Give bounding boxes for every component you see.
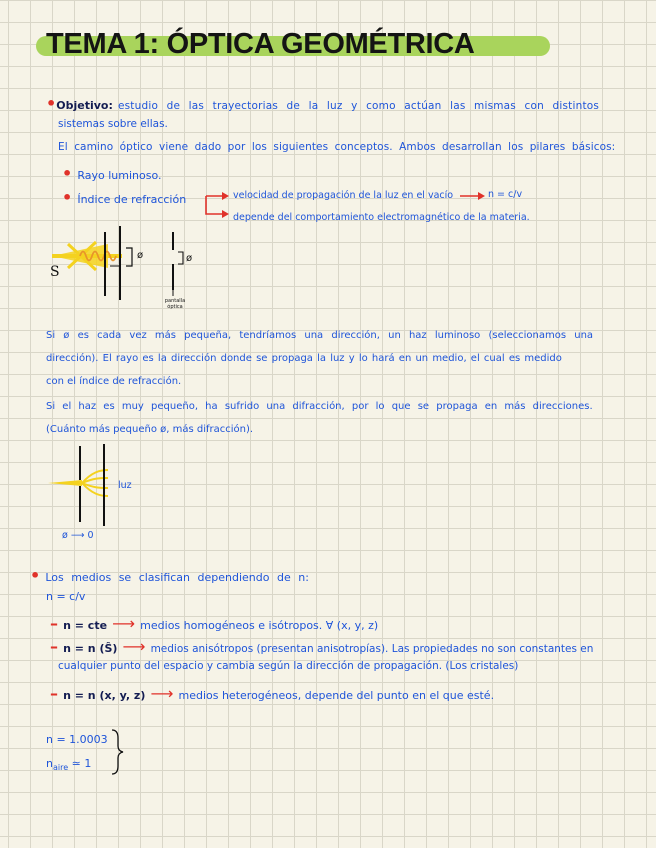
paragraph-2-line-1: Si el haz es muy pequeño, ha sufrido una difracción, por lo que se propaga en más direcciones. [46, 401, 593, 412]
value-n: n = 1.0003 [46, 733, 108, 746]
diagram-diffraction [48, 442, 148, 542]
medio-item-3: – n = n (x, y, z) ⟶ medios heterogéneos, depende del punto en el que esté. [50, 684, 495, 703]
concept-indice-label: Índice de refracción [77, 193, 187, 206]
screen-caption: pantalla óptica [164, 298, 186, 310]
medio-item-1: – n = cte ⟶ medios homogéneos e isótropos. ∀ (x, y, z) [50, 614, 379, 633]
medio-item-2-formula: n = n (Ŝ) [63, 642, 118, 655]
paragraph-2-line-2: (Cuánto más pequeño ø, más difracción). [46, 424, 254, 435]
value-n-aire-symbol: n [46, 757, 53, 770]
branch-2-text: depende del comportamiento electromagnético de la materia. [233, 212, 530, 223]
bullet-icon: • [46, 94, 57, 113]
medio-item-3-text: medios heterogéneos, depende del punto en el que esté. [178, 689, 495, 702]
medio-item-1-text: medios homogéneos e isótropos. ∀ (x, y, z) [140, 619, 379, 632]
branch-1-text: velocidad de propagación de la luz en el vacío [233, 190, 454, 201]
paragraph-1-line-2: dirección). El rayo es la dirección donde se propaga la luz y lo hará en un medio, el cual es medido [46, 353, 562, 364]
bullet-icon: • [62, 188, 73, 207]
values-brace [110, 728, 130, 778]
medios-intro [30, 566, 309, 585]
source-label: S [50, 264, 60, 280]
medio-item-1-formula: n = cte [63, 619, 108, 632]
luz-label: luz [118, 480, 132, 491]
phi-label-2: ø [186, 253, 193, 264]
concept-rayo-label: Rayo luminoso. [77, 169, 162, 182]
objetivo-text-1: estudio de las trayectorias de la luz y como actúan las mismas con distintos [117, 100, 600, 112]
objetivo-text-2: sistemas sobre ellas. [58, 118, 168, 130]
value-n-aire [46, 757, 91, 772]
medio-item-3-formula: n = n (x, y, z) [63, 689, 146, 702]
arrow-icon: ⟶ [122, 637, 146, 656]
page-title: TEMA 1: ÓPTICA GEOMÉTRICA [46, 28, 475, 60]
medios-intro-text: Los medios se clasifican dependiendo de n: [45, 571, 309, 584]
bullet-icon: • [30, 566, 41, 585]
paragraph-1-line-1: Si ø es cada vez más pequeña, tendríamos una dirección, un haz luminoso (seleccionamos una [46, 330, 594, 341]
medios-formula: n = c/v [46, 590, 86, 603]
diagram-aperture-illustration [40, 226, 240, 326]
branch-1-formula: n = c/v [488, 189, 523, 200]
objetivo-label: Objetivo: [56, 99, 113, 112]
phi-to-zero-caption: ø ⟶ 0 [62, 530, 94, 541]
camino-text: El camino óptico viene dado por los siguientes conceptos. Ambos desarrollan los pilares básicos: [58, 141, 616, 153]
medio-item-2-text: medios anisótropos (presentan anisotropías). Las propiedades no son constantes en [150, 643, 594, 655]
phi-label-1: ø [137, 250, 144, 261]
value-n-aire-subscript: aire [52, 763, 69, 773]
bullet-icon: • [62, 164, 73, 183]
arrow-icon: ⟶ [150, 684, 174, 703]
paragraph-1-line-3: con el índice de refracción. [46, 376, 182, 387]
arrow-icon: ⟶ [112, 614, 136, 633]
value-n-aire-approx: ≃ 1 [71, 757, 92, 770]
medio-item-2: – n = n (Ŝ) ⟶ medios anisótropos (presentan anisotropías). Las propiedades no son constantes en [50, 637, 594, 656]
medio-item-2-text-2: cualquier punto del espacio y cambia según la dirección de propagación. (Los cristales) [58, 660, 519, 672]
